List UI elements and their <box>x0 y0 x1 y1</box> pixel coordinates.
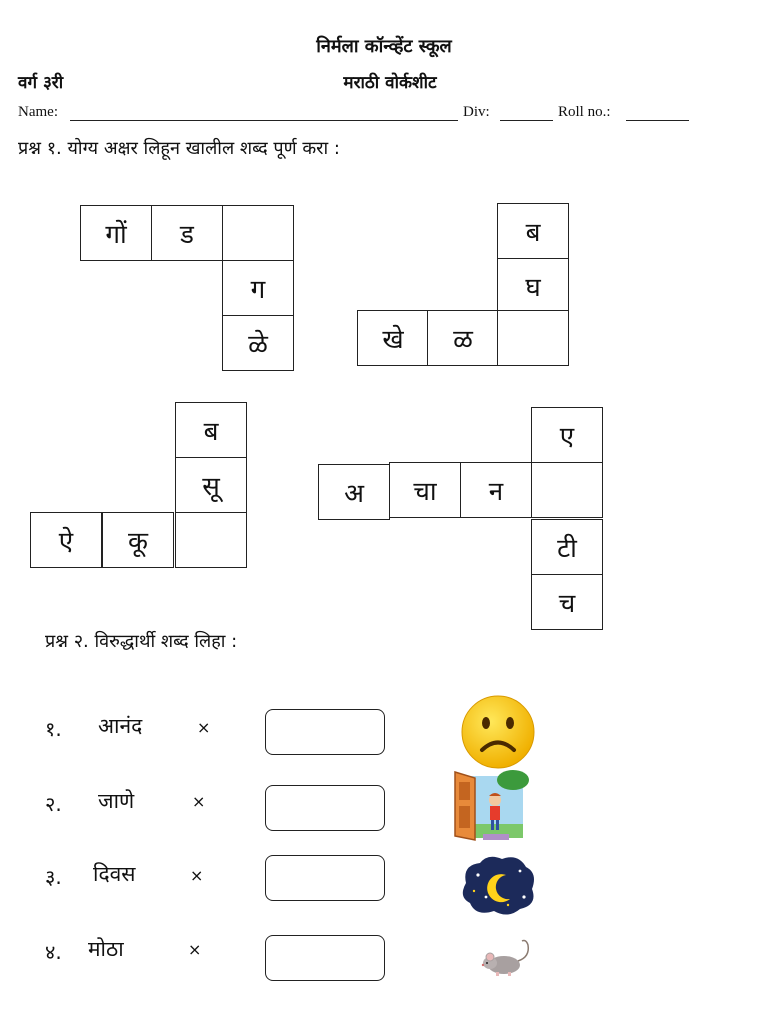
div-label: Div: <box>463 104 490 120</box>
puzzle-3-cell: सू <box>175 457 247 513</box>
item-word: दिवस <box>93 862 136 886</box>
puzzle-1-blank-cell[interactable] <box>222 205 294 261</box>
answer-box[interactable] <box>265 785 385 831</box>
class-label: वर्ग ३री <box>18 73 64 93</box>
times-sign: × <box>188 940 202 959</box>
puzzle-4-blank-cell[interactable] <box>531 462 603 518</box>
name-field[interactable] <box>70 120 458 121</box>
puzzle-3-blank-cell[interactable] <box>175 512 247 568</box>
answer-box[interactable] <box>265 935 385 981</box>
puzzle-2-cell: ळ <box>427 310 499 366</box>
answer-box[interactable] <box>265 855 385 901</box>
school-name: निर्मला कॉन्व्हेंट स्कूल <box>316 36 452 57</box>
puzzle-4-cell: चा <box>389 462 461 518</box>
puzzle-2-cell: खे <box>357 310 429 366</box>
sad-face-icon <box>458 695 538 769</box>
puzzle-2-blank-cell[interactable] <box>497 310 569 366</box>
puzzle-1-cell: गों <box>80 205 152 261</box>
puzzle-4-cell: टी <box>531 519 603 575</box>
puzzle-4-cell: अ <box>318 464 390 520</box>
times-sign: × <box>192 792 206 811</box>
question-1-prompt: प्रश्न १. योग्य अक्षर लिहून खालील शब्द पूर्ण करा : <box>18 138 340 159</box>
puzzle-4-cell: न <box>460 462 532 518</box>
item-word: आनंद <box>98 714 143 738</box>
roll-field[interactable] <box>626 120 689 121</box>
night-moon-icon <box>458 853 538 917</box>
puzzle-2-cell: घ <box>497 258 569 314</box>
puzzle-4-cell: च <box>531 574 603 630</box>
puzzle-4-cell: ए <box>531 407 603 463</box>
item-number: ३. <box>45 865 62 889</box>
mouse-icon <box>478 935 534 979</box>
worksheet-title: मराठी वोर्कशीट <box>343 73 437 93</box>
puzzle-3-cell: ब <box>175 402 247 458</box>
puzzle-1-cell: ड <box>151 205 223 261</box>
puzzle-2-cell: ब <box>497 203 569 259</box>
name-label: Name: <box>18 104 58 120</box>
roll-label: Roll no.: <box>558 104 611 120</box>
question-2-prompt: प्रश्न २. विरुद्धार्थी शब्द लिहा : <box>45 631 238 652</box>
item-number: १. <box>45 717 62 741</box>
times-sign: × <box>197 718 211 737</box>
item-word: जाणे <box>98 789 135 813</box>
puzzle-3-cell: ऐ <box>30 512 102 568</box>
boy-at-door-icon <box>453 770 531 842</box>
div-field[interactable] <box>500 120 553 121</box>
puzzle-1-cell: ळे <box>222 315 294 371</box>
answer-box[interactable] <box>265 709 385 755</box>
item-word: मोठा <box>88 937 124 961</box>
item-number: ४. <box>45 940 62 964</box>
times-sign: × <box>190 866 204 885</box>
puzzle-1-cell: ग <box>222 260 294 316</box>
item-number: २. <box>45 792 62 816</box>
puzzle-3-cell: कू <box>102 512 174 568</box>
